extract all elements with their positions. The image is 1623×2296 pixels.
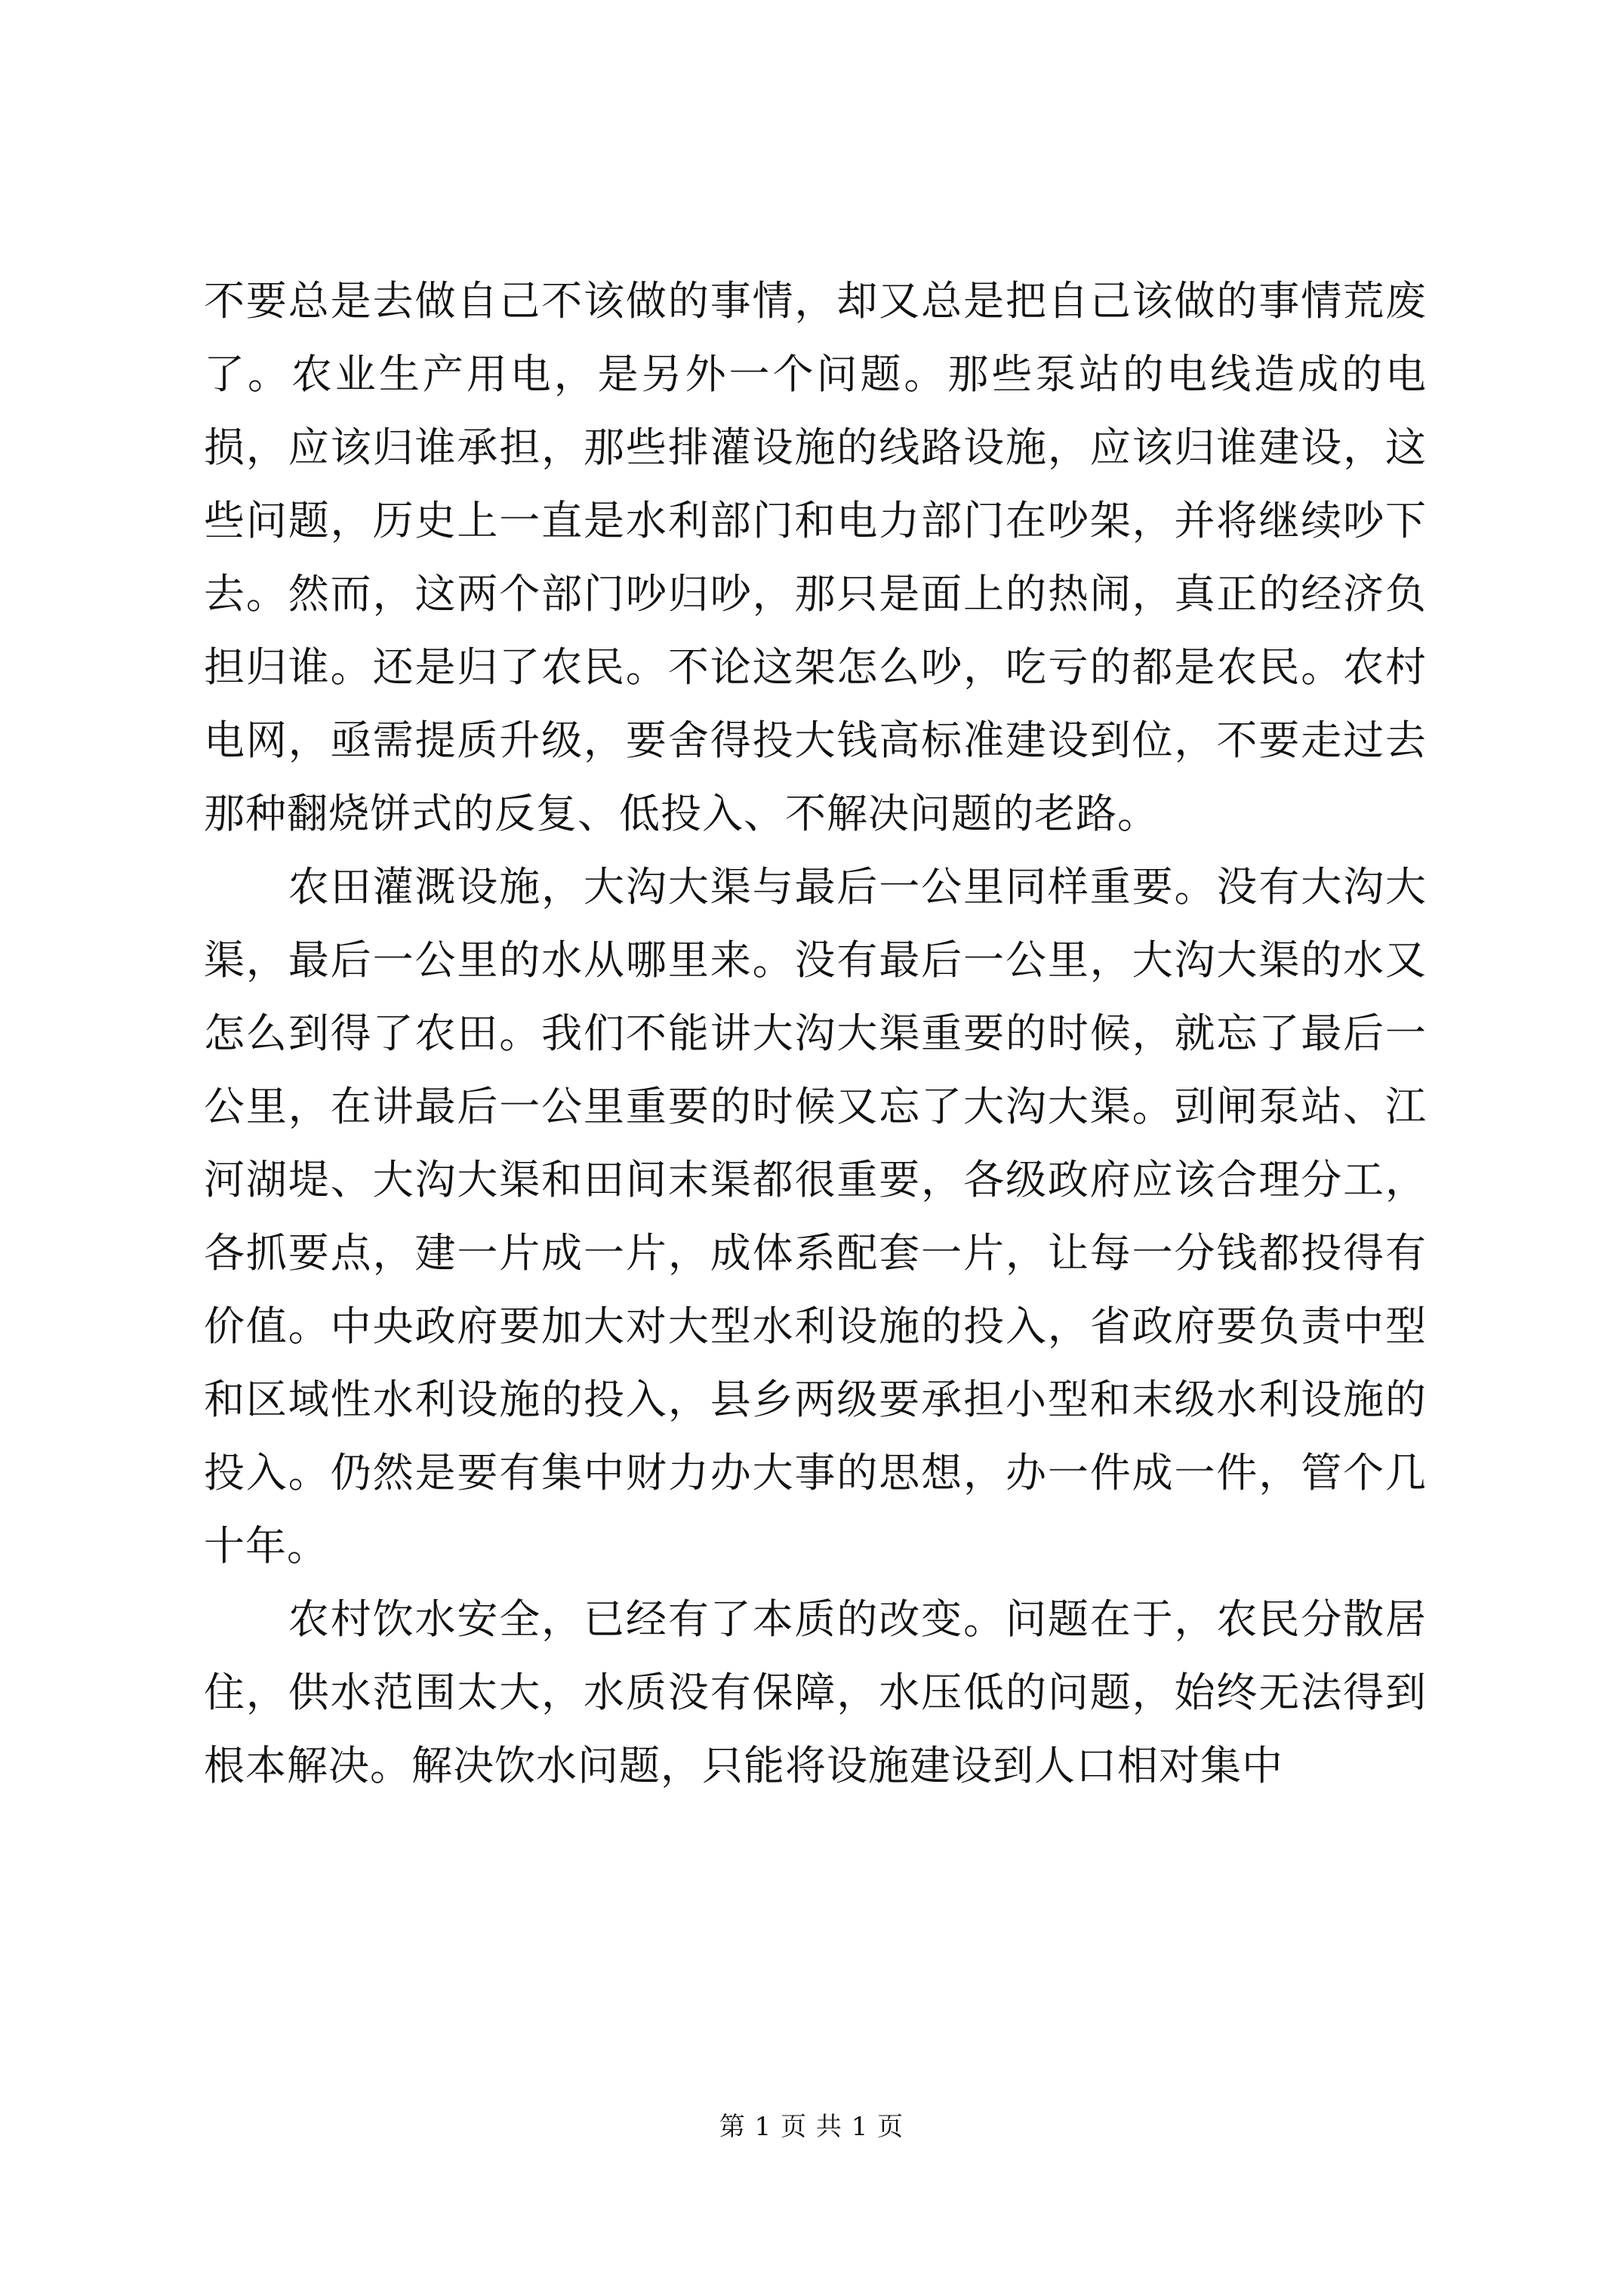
- paragraph-3: 农村饮水安全，已经有了本质的改变。问题在于，农民分散居住，供水范围太大，水质没有保障，水压低的问题，始终无法得到根本解决。解决饮水问题，只能将设施建设到人口相对集中: [204, 1595, 1427, 1789]
- paragraph-1: 不要总是去做自己不该做的事情，却又总是把自己该做的事情荒废了。农业生产用电，是另外一个问题。那些泵站的电线造成的电损，应该归谁承担，那些排灌设施的线路设施，应该归谁建设，这些问题，历史上一直是水利部门和电力部门在吵架，并将继续吵下去。然而，这两个部门吵归吵，那只是面上的热闹，真正的经济负担归谁。还是归了农民。不论这架怎么吵，吃亏的都是农民。农村电网，亟需提质升级，要舍得投大钱高标准建设到位，不要走过去那种翻烧饼式的反复、低投入、不解决问题的老路。: [204, 277, 1427, 837]
- page-number-footer: 第 1 页 共 1 页: [719, 2112, 904, 2142]
- document-body: [204, 264, 1427, 1802]
- paragraph-2: 农田灌溉设施，大沟大渠与最后一公里同样重要。没有大沟大渠，最后一公里的水从哪里来。没有最后一公里，大沟大渠的水又怎么到得了农田。我们不能讲大沟大渠重要的时候，就忘了最后一公里，在讲最后一公里重要的时候又忘了大沟大渠。剅闸泵站、江河湖堤、大沟大渠和田间末渠都很重要，各级政府应该合理分工，各抓要点，建一片成一片，成体系配套一片，让每一分钱都投得有价值。中央政府要加大对大型水利设施的投入，省政府要负责中型和区域性水利设施的投入，县乡两级要承担小型和末级水利设施的投入。仍然是要有集中财力办大事的思想，办一件成一件，管个几十年。: [204, 863, 1427, 1570]
